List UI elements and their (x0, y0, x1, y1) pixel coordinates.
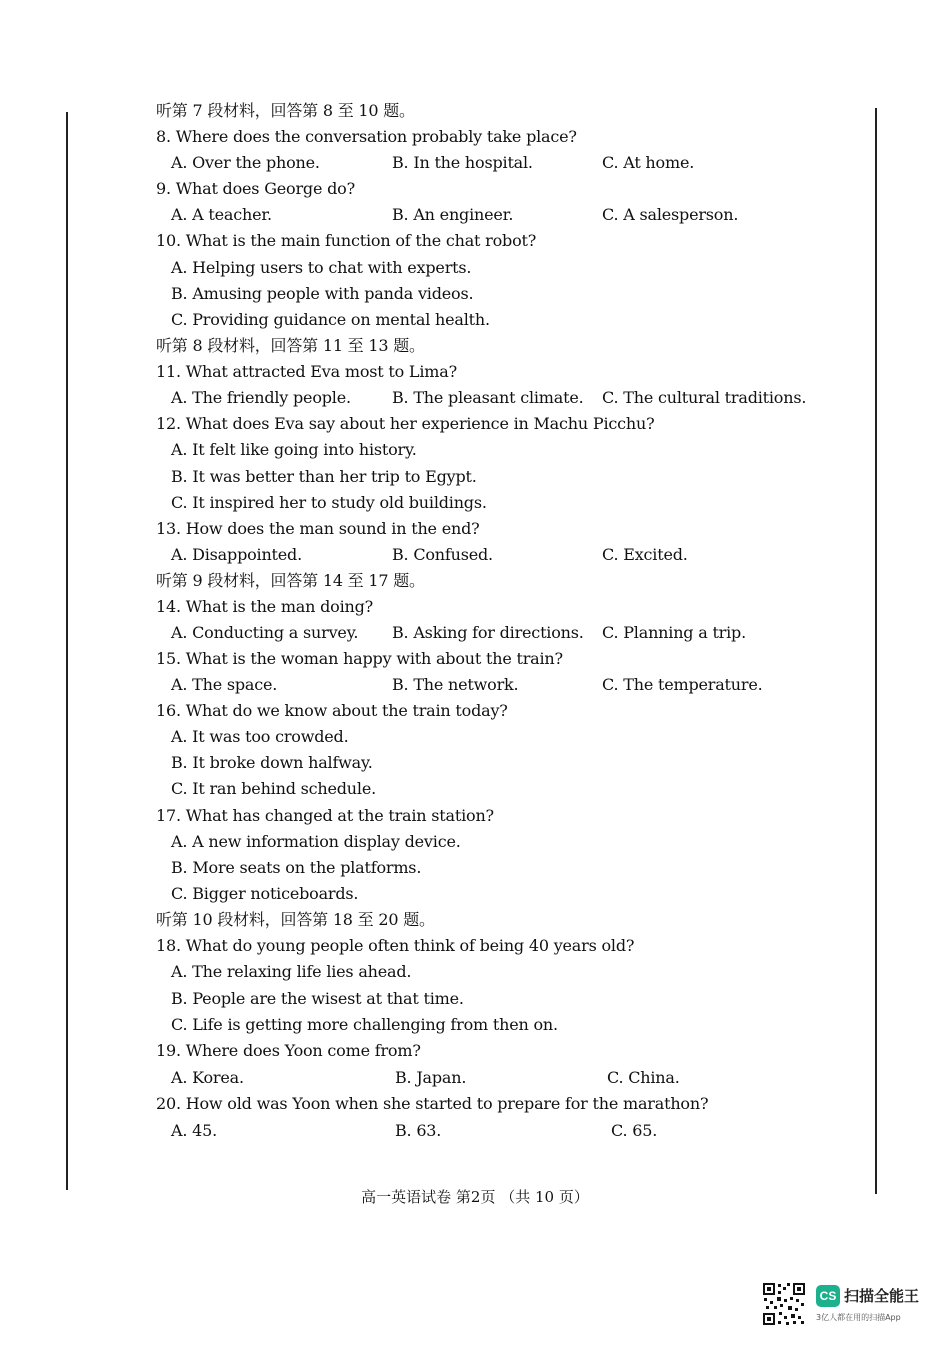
left-margin-line (66, 112, 68, 1190)
option-c: C. Bigger noticeboards. (171, 884, 359, 903)
option-b: B. People are the wisest at that time. (171, 989, 464, 1008)
option-b: B. Asking for directions. (392, 623, 584, 642)
option-c: C. A salesperson. (602, 205, 739, 224)
option-a: A. It felt like going into history. (171, 440, 417, 459)
option-c: C. Excited. (602, 545, 688, 564)
section-heading: 听第 10 段材料，回答第 18 至 20 题。 (156, 910, 435, 929)
question-stem: 14. What is the man doing? (156, 597, 374, 616)
question-stem: 18. What do young people often think of being 40 years old? (156, 936, 635, 955)
qr-code-icon (762, 1282, 806, 1326)
option-a: A. The space. (171, 675, 278, 694)
section-heading: 听第 9 段材料，回答第 14 至 17 题。 (156, 571, 425, 590)
option-c: C. Providing guidance on mental health. (171, 310, 490, 329)
option-a: A. Korea. (171, 1068, 244, 1087)
option-c: C. The cultural traditions. (602, 388, 807, 407)
option-b: B. The pleasant climate. (392, 388, 584, 407)
option-b: B. More seats on the platforms. (171, 858, 422, 877)
question-stem: 20. How old was Yoon when she started to prepare for the marathon? (156, 1094, 709, 1113)
question-stem: 17. What has changed at the train station? (156, 806, 494, 825)
question-stem: 16. What do we know about the train today? (156, 701, 508, 720)
option-a: A. 45. (171, 1121, 217, 1140)
option-b: B. The network. (392, 675, 519, 694)
section-heading: 听第 7 段材料，回答第 8 至 10 题。 (156, 101, 415, 120)
scanner-app-name: 扫描全能王 (844, 1287, 920, 1305)
question-stem: 8. Where does the conversation probably take place? (156, 127, 577, 146)
option-b: B. Confused. (392, 545, 493, 564)
option-c: C. Life is getting more challenging from then on. (171, 1015, 558, 1034)
option-a: A. Helping users to chat with experts. (171, 258, 472, 277)
option-b: B. In the hospital. (392, 153, 533, 172)
scanner-tagline: 3亿人都在用的扫描App (816, 1313, 901, 1322)
question-stem: 12. What does Eva say about her experience in Machu Picchu? (156, 414, 655, 433)
option-c: C. It inspired her to study old buildings. (171, 493, 487, 512)
option-a: A. Conducting a survey. (171, 623, 359, 642)
option-a: A. It was too crowded. (171, 727, 349, 746)
option-a: A. The friendly people. (171, 388, 351, 407)
question-stem: 19. Where does Yoon come from? (156, 1041, 421, 1060)
option-c: C. It ran behind schedule. (171, 779, 376, 798)
option-a: A. The relaxing life lies ahead. (171, 962, 412, 981)
option-c: C. Planning a trip. (602, 623, 746, 642)
section-heading: 听第 8 段材料，回答第 11 至 13 题。 (156, 336, 425, 355)
right-margin-line (875, 108, 877, 1194)
scanner-logo: CS (816, 1285, 840, 1307)
option-b: B. Amusing people with panda videos. (171, 284, 474, 303)
option-c: C. The temperature. (602, 675, 763, 694)
option-b: B. It was better than her trip to Egypt. (171, 467, 477, 486)
option-b: B. It broke down halfway. (171, 753, 373, 772)
page-footer: 高一英语试卷 第2页 （共 10 页） (361, 1188, 589, 1206)
question-stem: 9. What does George do? (156, 179, 355, 198)
option-c: C. 65. (611, 1121, 658, 1140)
option-b: B. An engineer. (392, 205, 514, 224)
question-stem: 13. How does the man sound in the end? (156, 519, 480, 538)
scanner-watermark (762, 1282, 932, 1328)
option-a: A. Over the phone. (171, 153, 320, 172)
question-stem: 11. What attracted Eva most to Lima? (156, 362, 457, 381)
question-stem: 10. What is the main function of the chat robot? (156, 231, 537, 250)
option-a: A. Disappointed. (171, 545, 302, 564)
option-a: A. A new information display device. (171, 832, 461, 851)
option-c: C. China. (607, 1068, 680, 1087)
option-a: A. A teacher. (171, 205, 272, 224)
option-b: B. Japan. (395, 1068, 467, 1087)
option-b: B. 63. (395, 1121, 442, 1140)
option-c: C. At home. (602, 153, 695, 172)
question-stem: 15. What is the woman happy with about the train? (156, 649, 563, 668)
